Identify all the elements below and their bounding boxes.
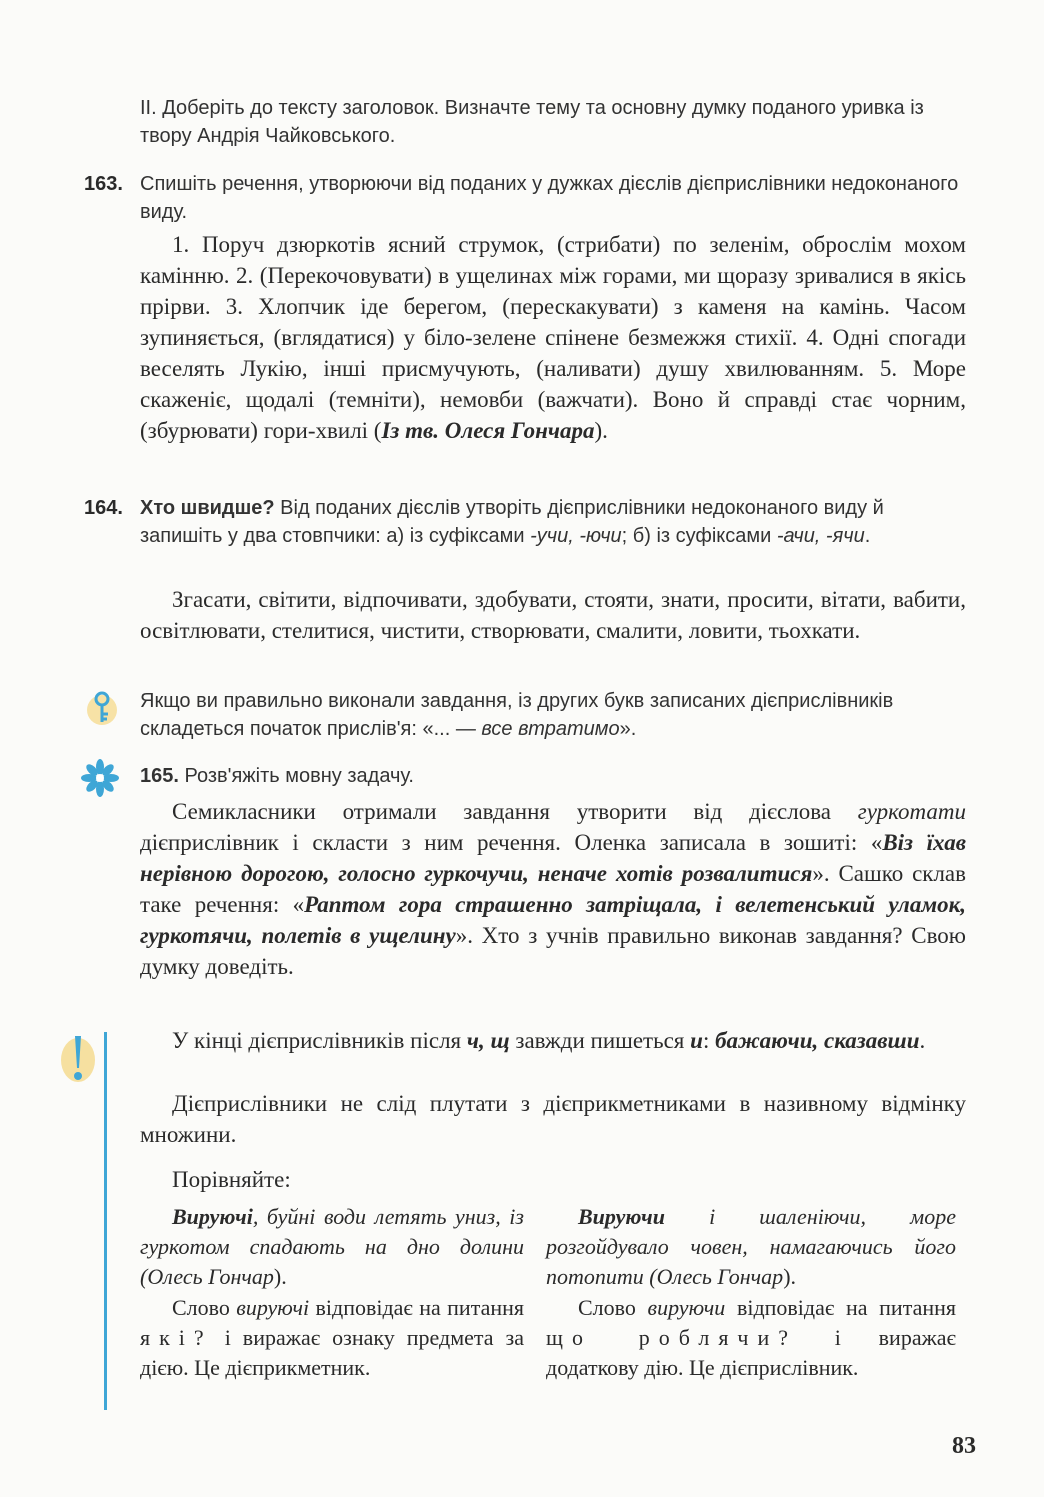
- left-question: які?: [140, 1325, 213, 1350]
- page-number: 83: [952, 1433, 976, 1459]
- exercise-165-p3: ». Сашко склав таке речення: «: [140, 861, 966, 917]
- rule-letter-y: и: [690, 1028, 703, 1053]
- key-icon: [84, 688, 120, 728]
- rule-compare: [172, 1164, 572, 1195]
- exercise-165-number: 165.: [140, 765, 179, 787]
- exercise-165-verb: гуркотати: [857, 799, 966, 824]
- rule-r1c: :: [702, 1028, 716, 1053]
- exercise-164-task-a: Від поданих дієслів утворіть дієприслівники недоконаного виду й запишіть у два стовпчики: а) із суфіксами: [140, 497, 884, 547]
- exclamation-icon: [58, 1030, 98, 1086]
- left-quote: , буйні води летять униз, із гуркотом спадають на дно долини (: [140, 1204, 524, 1289]
- exercise-163-text: [140, 229, 966, 446]
- right-expl-b: відповідає на питання: [725, 1295, 957, 1320]
- left-expl-a: Слово: [172, 1295, 237, 1320]
- rule-sidebar-line: [104, 1032, 107, 1410]
- rule-r1a: У кінці дієприслівників після: [172, 1028, 467, 1053]
- exercise-163-sentences: 1. Поруч дзюркотів ясний струмок, (стрибати) по зеленім, оброслім мохом камінню. 2. (Перекочовувати) в ущелинах між горами, ми щоразу зривалися в якісь прірви. 3. Хлопчик іде берегом, (перескакувати) з каменя на камінь. Часом зупиняється, (вглядатися) у біло-зелене спінене безмежжя стихії. 4. Одні спогади веселять Лукію, інші присмучують, (наливати) душу хвилюванням. 5. Море скаженіє, щодалі (темніти), немовби (важчати). Воно й справді стає чорним, (збурювати) гори-хвилі (: [140, 232, 966, 443]
- right-quote: і шаленіючи, море розгойдувало човен, намагаючись його потопити (: [546, 1204, 956, 1289]
- rule-r1b: завжди пишеться: [509, 1028, 691, 1053]
- rule-letters: ч, щ: [466, 1028, 510, 1053]
- left-participle: Вируючі: [172, 1204, 253, 1229]
- right-expl-a: Слово: [578, 1295, 648, 1320]
- compare-left-explanation: [140, 1293, 524, 1383]
- exercise-164-title: Хто швидше?: [140, 497, 275, 519]
- hint-text-b: ».: [619, 718, 637, 740]
- exercise-163-task-text: Спишіть речення, утворюючи від поданих у дужках дієслів дієприслівники недоконаного виду.: [140, 173, 959, 223]
- left-expl-b: відповідає на питання: [309, 1295, 525, 1320]
- compare-right-example: [546, 1202, 956, 1292]
- exercise-164-words: [140, 584, 966, 646]
- right-adverbial: Вируючи: [578, 1204, 665, 1229]
- exercise-164-suffix1: -учи, -ючи: [530, 525, 622, 547]
- exercise-163-number: 163.: [84, 173, 123, 195]
- right-question: що роблячи?: [546, 1325, 798, 1350]
- exercise-163-task: [140, 170, 966, 226]
- exercise-165-p4: ». Хто з учнів правильно виконав завдання? Свою думку доведіть.: [140, 923, 966, 979]
- exercise-165-text: [140, 796, 966, 982]
- flower-icon: [80, 758, 120, 798]
- compare-left-example: [140, 1202, 524, 1292]
- rule-examples: бажаючи, сказавши: [715, 1028, 920, 1053]
- right-close: ).: [783, 1264, 797, 1289]
- left-expl-c: і виражає ознаку предмета за дією. Це дієприкметник.: [140, 1325, 524, 1380]
- left-close: ).: [273, 1264, 287, 1289]
- exercise-164-number: 164.: [84, 497, 123, 519]
- exercise-164-task-b: ; б) із суфіксами: [621, 525, 777, 547]
- hint-text-a: Якщо ви правильно виконали завдання, із других букв записаних дієприслівників складеться початок прислів'я: «... —: [140, 690, 894, 740]
- left-word: вируючі: [236, 1295, 310, 1320]
- exercise-163-source: Із тв. Олеся Гончара: [381, 418, 595, 443]
- rule-compare-text: Порівняйте:: [172, 1167, 291, 1192]
- exercise-165-quote2: Раптом гора страшенно затріщала, і велетенський уламок, гуркотячи, полетів в ущелину: [140, 892, 966, 948]
- rule-r2: Дієприслівники не слід плутати з дієприкметниками в називному відмінку множини.: [140, 1091, 966, 1147]
- rule-r1d: .: [919, 1028, 926, 1053]
- exercise-165-quote1: Віз їхав нерівною дорогою, голосно гуркочучи, неначе хотів розвалитися: [140, 830, 966, 886]
- exercise-165-p1: Семикласники отримали завдання утворити від дієслова: [172, 799, 858, 824]
- intro-text-content: ІІ. Доберіть до тексту заголовок. Визначте тему та основну думку поданого уривка із твору Андрія Чайковського.: [140, 97, 924, 147]
- exercise-165-p2: дієприслівник і скласти з ним речення. Оленка записала в зошиті: «: [140, 830, 883, 855]
- exercise-163-close: ).: [594, 418, 608, 443]
- exercise-165-task: [140, 762, 966, 790]
- right-word: вируючи: [647, 1295, 726, 1320]
- hint-text: [140, 687, 966, 743]
- right-author: Олесь Гончар: [656, 1264, 784, 1289]
- intro-text: [140, 94, 970, 150]
- left-author: Олесь Гончар: [147, 1264, 274, 1289]
- exercise-164-task-c: .: [864, 525, 871, 547]
- exercise-164-suffix2: -ачи, -ячи: [776, 525, 865, 547]
- exercise-165-task-text: Розв'яжіть мовну задачу.: [178, 765, 414, 787]
- right-expl-c: і виражає додаткову дію. Це дієприслівник.: [546, 1325, 956, 1380]
- exercise-164-task: [140, 494, 966, 550]
- rule-line-2: [140, 1088, 966, 1150]
- rule-line-1: [140, 1025, 966, 1056]
- exercise-164-word-list: Згасати, світити, відпочивати, здобувати, стояти, знати, просити, вітати, вабити, освітлювати, стелитися, чистити, створювати, смалити, ловити, тьохкати.: [140, 587, 966, 643]
- compare-right-explanation: [546, 1293, 956, 1383]
- hint-proverb: все втратимо: [481, 718, 620, 740]
